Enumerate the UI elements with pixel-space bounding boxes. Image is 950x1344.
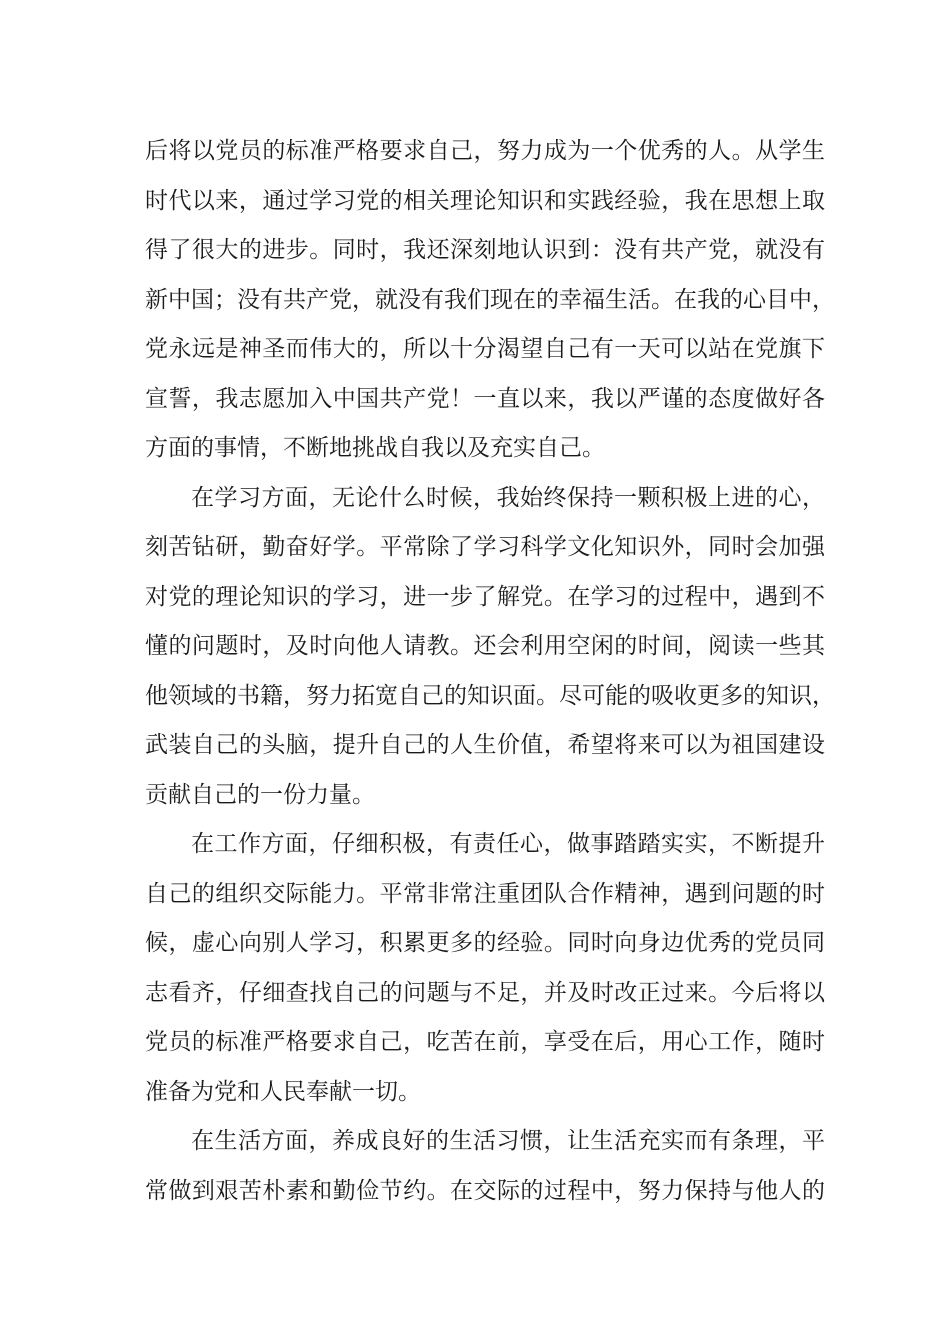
text-line: 对党的理论知识的学习，进一步了解党。在学习的过程中，遇到不 [145,583,825,610]
text-line: 新中国；没有共产党，就没有我们现在的幸福生活。在我的心目中， [145,286,835,313]
text-line: 候，虚心向别人学习，积累更多的经验。同时向身边优秀的党员同 [145,930,825,956]
text-line: 准备为党和人民奉献一切。 [145,1078,421,1105]
text-line: 他领域的书籍，努力拓宽自己的知识面。尽可能的吸收更多的知识， [145,682,835,709]
text-line: 得了很大的进步。同时，我还深刻地认识到：没有共产党，就没有 [145,237,825,263]
text-line: 武装自己的头脑，提升自己的人生价值，希望将来可以为祖国建设 [145,732,825,758]
text-line: 在工作方面，仔细积极，有责任心，做事踏踏实实，不断提升 [191,831,825,857]
paragraph [145,1117,825,1216]
text-line: 时代以来，通过学习党的相关理论知识和实践经验，我在思想上取 [145,187,825,214]
text-line: 在学习方面，无论什么时候，我始终保持一颗积极上进的心， [191,484,825,511]
text-line: 刻苦钻研，勤奋好学。平常除了学习科学文化知识外，同时会加强 [145,534,825,560]
text-line: 懂的问题时，及时向他人请教。还会利用空闲的时间，阅读一些其 [145,633,825,659]
paragraph [145,127,835,474]
document-body [145,127,835,1216]
text-line: 方面的事情，不断地挑战自我以及充实自己。 [145,435,605,461]
paragraph [145,474,835,821]
text-line: 宣誓，我志愿加入中国共产党！一直以来，我以严谨的态度做好各 [145,385,825,412]
text-line: 后将以党员的标准严格要求自己，努力成为一个优秀的人。从学生 [145,138,825,164]
text-line: 在生活方面，养成良好的生活习惯，让生活充实而有条理，平 [191,1128,825,1154]
text-line: 党永远是神圣而伟大的，所以十分渴望自己有一天可以站在党旗下 [145,336,825,362]
text-line: 党员的标准严格要求自己，吃苦在前，享受在后，用心工作，随时 [145,1029,825,1055]
text-line: 自己的组织交际能力。平常非常注重团队合作精神，遇到问题的时 [145,880,825,907]
text-line: 志看齐，仔细查找自己的问题与不足，并及时改正过来。今后将以 [145,979,825,1006]
text-line: 常做到艰苦朴素和勤俭节约。在交际的过程中，努力保持与他人的 [145,1177,825,1204]
text-line: 贡献自己的一份力量。 [145,781,375,808]
paragraph [145,820,825,1117]
